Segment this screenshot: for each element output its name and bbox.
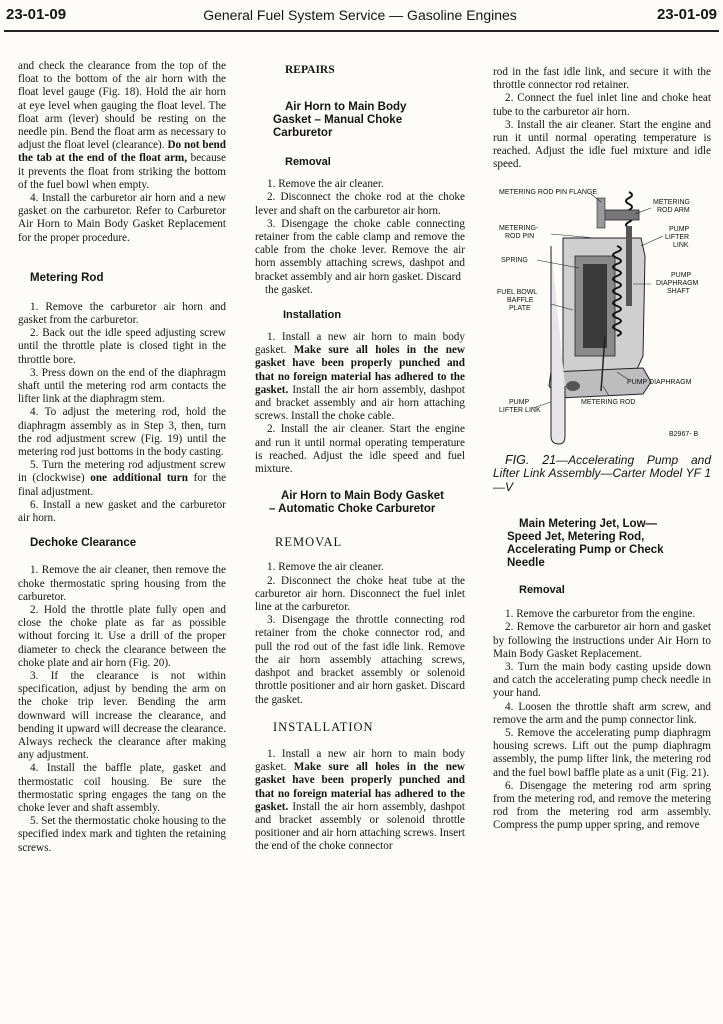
column-3 [493,66,711,833]
label-metering-rod: METERING ROD [581,398,636,406]
label-shaft-3: SHAFT [667,287,690,295]
heading-installation: Installation [283,309,342,322]
heading-dechoke: Dechoke Clearance [30,537,137,550]
main-step-2: 2. Remove the carburetor air horn and gasket by following the instructions under Air Horn to Main Body Gasket Replacement. [493,621,711,660]
connect-step-3: 3. Install the air cleaner. Start the engine and run it until normal operating temperature is reached. Adjust the idle fuel mixture and idle speed. [493,118,711,171]
removal-step-3-cont: the gasket. [265,283,313,296]
heading-main-metering: Main Metering Jet, Low—Speed Jet, Metering Rod, Accelerating Pump or Check Needle [507,518,664,570]
label-baffle-1: FUEL BOWL [497,288,538,296]
removal-step-3: 3. Disengage the choke cable connecting retainer from the cable clamp and remove the cable from the choke lever. Remove the air horn assembly attaching screws, dashpot and bracket assembly and air horn gasket. Discard [255,217,465,283]
label-rod-arm-1: METERING [653,198,690,206]
auto-removal-step-2: 2. Disconnect the choke heat tube at the carburetor air horn. Disconnect the fuel inlet line at the carburetor. [255,574,465,614]
heading-removal-3: Removal [519,584,565,597]
heading-removal-2: REMOVAL [275,535,343,550]
metering-step-4: 4. To adjust the metering rod, hold the diaphragm assembly as in Step 3, then, turn the rod adjustment screw (Fig. 19) until the metering rod just bottoms in the body casting. [18,406,226,459]
label-rod-pin-1: METERING- [499,224,539,232]
main-step-4: 4. Loosen the throttle shaft arm screw, and remove the arm and the pump connector link. [493,700,711,726]
heading-metering-rod: Metering Rod [30,271,104,284]
auto-removal-step-3: 3. Disengage the throttle connecting rod retainer from the choke connector rod, and pull the rod out of the fast idle link. Remove the air horn assembly attaching screws, dashpot and bracket assembly or solenoid throttle positioner and air horn gasket. Discard the gasket. [255,614,465,706]
heading-manual-choke: Air Horn to Main Body Gasket – Manual Choke Carburetor [273,101,407,140]
label-baffle-3: PLATE [509,304,531,312]
pump-assembly-illustration [493,186,711,454]
label-shaft-1: PUMP [671,271,692,279]
main-step-6: 6. Disengage the metering rod arm spring from the metering rod, and remove the metering rod from the metering rod arm assembly. Compress the pump upper spring, and remove [493,779,711,832]
label-pll-2: LIFTER LINK [499,406,541,414]
label-pin-flange: METERING ROD PIN FLANGE [499,188,598,196]
dechoke-step-4: 4. Install the baffle plate, gasket and thermostatic coil housing. Be sure the thermostatic spring engages the tang on the choke lever and shaft assembly. [18,762,226,814]
metering-step-6: 6. Install a new gasket and the carburetor air horn. [18,498,226,525]
install-step-2: 2. Install the air cleaner. Start the engine and run it until normal operating temperature is reached. Adjust the idle speed and fuel mixture. [255,423,465,476]
main-step-5: 5. Remove the accelerating pump diaphragm housing screws. Lift out the pump diaphragm assembly, the pump lifter link, the metering rod and the fuel bowl baffle plate as a unit (Fig. 21). [493,726,711,779]
dechoke-step-2: 2. Hold the throttle plate fully open and close the choke plate as far as possible without forcing it. Use a drill of the proper diameter to check the clearance between the choke plate and air horn (Fig. 20). [18,603,226,669]
heading-repairs: REPAIRS [285,64,335,76]
metering-step-3: 3. Press down on the end of the diaphragm shaft until the metering rod arm contacts the lifter link at the diaphragm stem. [18,366,226,406]
column-1 [18,60,226,855]
label-diaphragm: PUMP DIAPHRAGM [627,378,692,386]
page-title: General Fuel System Service — Gasoline Engines [203,7,517,23]
removal-step-1: 1. Remove the air cleaner. [267,178,384,191]
figure-caption: FIG. 21—Accelerating Pump and Lifter Link Assembly—Carter Model YF 1—V [493,452,711,494]
dechoke-step-5: 5. Set the thermostatic choke housing to the specified index mark and tighten the retaining screws. [18,815,226,854]
auto-removal-step-1: 1. Remove the air cleaner. [267,561,384,574]
metering-step-2: 2. Back out the idle speed adjusting screw until the throttle plate is closed tight in the throttle bore. [18,327,226,366]
label-rod-arm-2: ROD ARM [657,206,690,214]
step-4: 4. Install the carburetor air horn and a new gasket on the carburetor. Refer to Carburetor Air Horn to Main Body Gasket Replacement for the proper procedure. [18,192,226,244]
label-spring: SPRING [501,256,528,264]
label-baffle-2: BAFFLE [507,296,534,304]
label-shaft-2: DIAPHRAGM [656,279,699,287]
main-step-1: 1. Remove the carburetor from the engine. [505,608,696,621]
label-lifter-2: LIFTER [665,233,690,241]
figure-21 [493,186,711,454]
main-step-3: 3. Turn the main body casting upside down and catch the accelerating pump check needle in your hand. [493,660,711,700]
page-number-right: 23-01-09 [656,6,717,23]
label-figure-code: B2967- B [669,430,699,438]
heading-installation-2: INSTALLATION [273,719,374,734]
connect-step-2: 2. Connect the fuel inlet line and choke heat tube to the carburetor air horn. [493,92,711,118]
label-pll-1: PUMP [509,398,530,406]
page-number-left: 23-01-09 [6,6,67,23]
metering-step-5: 5. Turn the metering rod adjustment screw in (clockwise) one additional turn for the final adjustment. [18,459,227,498]
label-lifter-3: LINK [673,241,689,249]
install-step-1: 1. Install a new air horn to main body gasket. Make sure all holes in the new gasket have been properly punched and that no foreign material has adhered to the gasket. Install the air horn assembly, dashpot and bracket assembly and air horn attaching screws. Install the choke cable. [255,331,465,423]
column-2 [255,64,465,854]
continued-paragraph: rod in the fast idle link, and secure it with the throttle connector rod retainer. [493,66,711,92]
removal-step-2: 2. Disconnect the choke rod at the choke lever and shaft on the carburetor air horn. [255,191,465,217]
heading-removal: Removal [285,156,331,169]
page-header [0,4,723,30]
label-lifter-1: PUMP [669,225,690,233]
metering-step-1: 1. Remove the carburetor air horn and gasket from the carburetor. [18,300,226,327]
dechoke-step-1: 1. Remove the air cleaner, then remove the choke thermostatic spring housing from the carburetor. [18,564,226,603]
float-paragraph: and check the clearance from the top of the float to the bottom of the air horn with the float level gauge (Fig. 18). Hold the air horn at eye level when gauging the float level. The float arm (lever) should be resting on the needle pin. Bend the float arm as necessary to adjust the float level (clearance). Do not bend the tab at the end of the float arm, because it prevents the float from striking the bottom of the fuel bowl when empty. [18,60,227,191]
header-rule [4,30,719,32]
dechoke-step-3: 3. If the clearance is not within specification, adjust by bending the arm on the choke trip lever. Bending the arm downward will increase the clearance, and bending it upward will decrease the clearance. Always recheck the clearance after making any adjustment. [18,669,226,762]
auto-install-step-1: 1. Install a new air horn to main body gasket. Make sure all holes in the new gasket have been properly punched and that no foreign material has adhered to the gasket. Install the air horn assembly, dashpot and bracket assembly or solenoid throttle positioner and air horn attaching screws. Insert the end of the choke connector [255,747,465,853]
label-rod-pin-2: ROD PIN [505,232,535,240]
heading-automatic-choke: Air Horn to Main Body Gasket – Automatic Choke Carburetor [269,490,444,516]
